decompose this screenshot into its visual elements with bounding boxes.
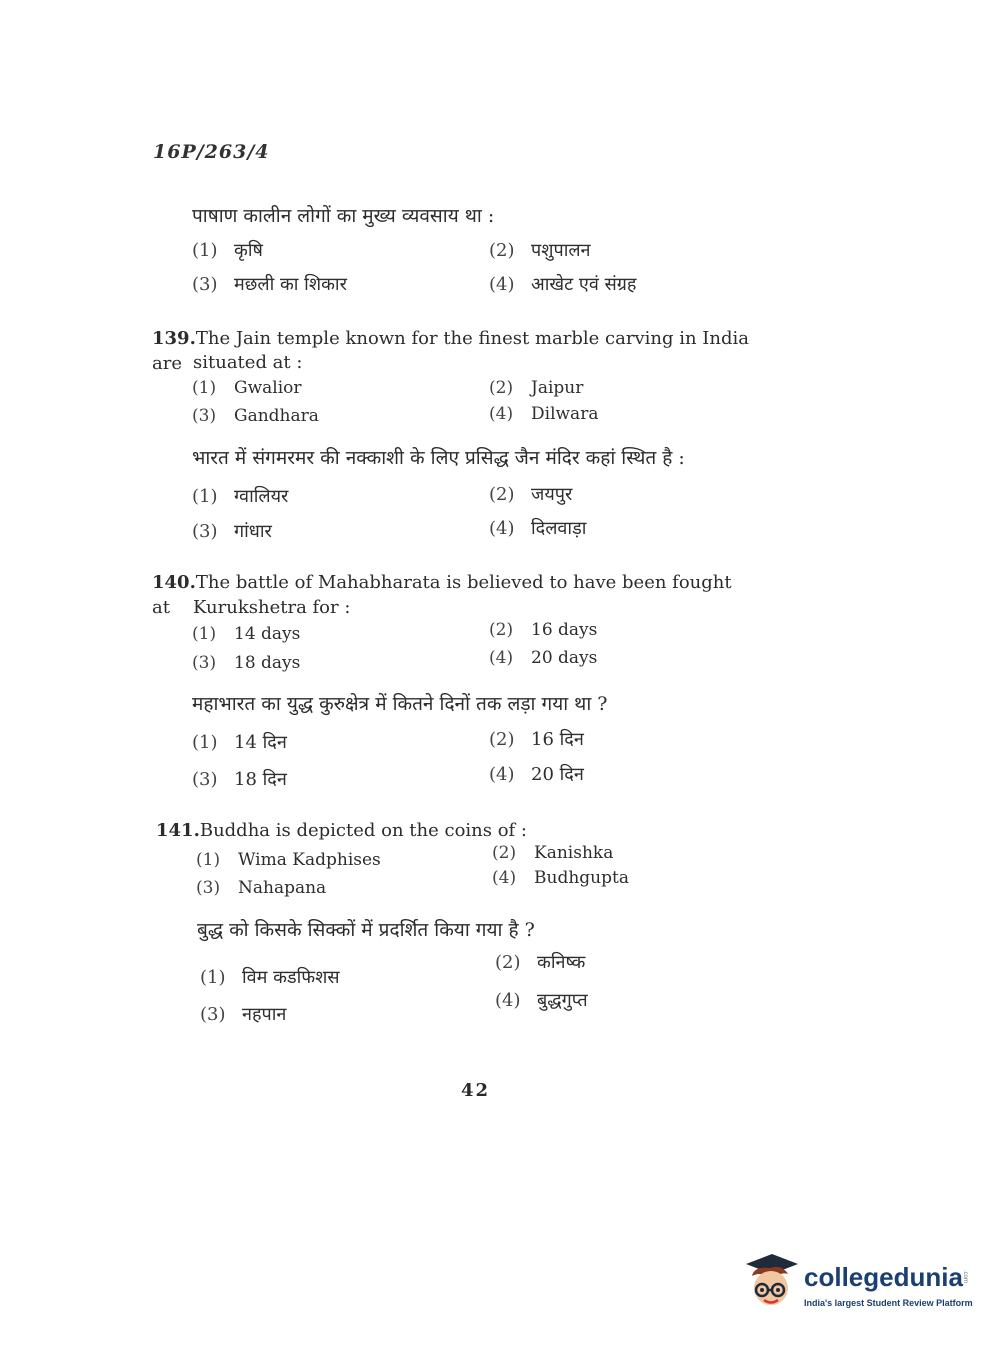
watermark-brand: collegedunia	[804, 1262, 963, 1292]
q140-hindi-option-2: (2) 16 दिन	[489, 729, 584, 750]
q139-hindi-stem: भारत में संगमरमर की नक्काशी के लिए प्रसिद्ध जैन मंदिर कहां स्थित है :	[192, 447, 685, 469]
q141-option-4: (4) Budhgupta	[492, 868, 629, 888]
q140-option-2: (2) 16 days	[489, 620, 598, 640]
q140-option-1: (1) 14 days	[192, 624, 301, 644]
q139-option-2: (2) Jaipur	[489, 378, 584, 398]
q140-hindi-option-4: (4) 20 दिन	[489, 764, 584, 785]
watermark-tagline: India's largest Student Review Platform	[804, 1298, 973, 1308]
q140-option-3: (3) 18 days	[192, 653, 301, 673]
q139-option-4: (4) Dilwara	[489, 404, 599, 424]
q139-hindi-option-1: (1) ग्वालियर	[192, 486, 289, 507]
q139-hindi-option-3: (3) गांधार	[192, 521, 272, 542]
q138-hindi-stem: पाषाण कालीन लोगों का मुख्य व्यवसाय था :	[192, 205, 495, 227]
q141-hindi-option-3: (3) नहपान	[200, 1004, 287, 1025]
q139-hindi-option-2: (2) जयपुर	[489, 484, 573, 505]
q139-option-3: (3) Gandhara	[192, 406, 319, 426]
q139-option-1: (1) Gwalior	[192, 378, 302, 398]
q139-stem-line-2: situated at :	[193, 352, 303, 373]
q141-stem-line-1: 141.Buddha is depicted on the coins of :	[156, 820, 527, 841]
q139-hindi-option-4: (4) दिलवाड़ा	[489, 518, 587, 539]
q141-option-2: (2) Kanishka	[492, 843, 614, 863]
page-number: 42	[461, 1080, 491, 1101]
watermark-suffix: .com	[962, 1270, 968, 1284]
q139-number: 139.	[152, 328, 196, 349]
q141-hindi-option-2: (2) कनिष्क	[495, 952, 586, 973]
q140-hindi-stem: महाभारत का युद्ध कुरुक्षेत्र में कितने दिनों तक लड़ा गया था ?	[192, 693, 608, 715]
collegedunia-mascot-icon	[742, 1250, 802, 1312]
q138-hindi-option-4: (4) आखेट एवं संग्रह	[489, 274, 637, 295]
q140-option-4: (4) 20 days	[489, 648, 598, 668]
q138-hindi-option-3: (3) मछली का शिकार	[192, 274, 347, 295]
q141-hindi-option-4: (4) बुद्धगुप्त	[495, 990, 588, 1011]
paper-code: 16P/263/4	[153, 141, 270, 163]
q140-hindi-option-3: (3) 18 दिन	[192, 769, 287, 790]
q141-option-3: (3) Nahapana	[196, 878, 327, 898]
q139-stem-line-1: 139.The Jain temple known for the finest marble carving in India are	[152, 328, 749, 374]
q140-hindi-option-1: (1) 14 दिन	[192, 732, 287, 753]
q140-stem-line-1: 140.The battle of Mahabharata is believed to have been fought at	[152, 572, 732, 618]
q141-hindi-stem: बुद्ध को किसके सिक्कों में प्रदर्शित किया गया है ?	[197, 919, 535, 941]
q141-option-1: (1) Wima Kadphises	[196, 850, 381, 870]
q138-hindi-option-1: (1) कृषि	[192, 240, 263, 261]
q138-hindi-option-2: (2) पशुपालन	[489, 240, 591, 261]
q140-number: 140.	[152, 572, 196, 593]
q140-stem-line-2: Kurukshetra for :	[193, 597, 351, 618]
q141-number: 141.	[156, 820, 200, 841]
q141-hindi-option-1: (1) विम कडफिशस	[200, 967, 340, 988]
